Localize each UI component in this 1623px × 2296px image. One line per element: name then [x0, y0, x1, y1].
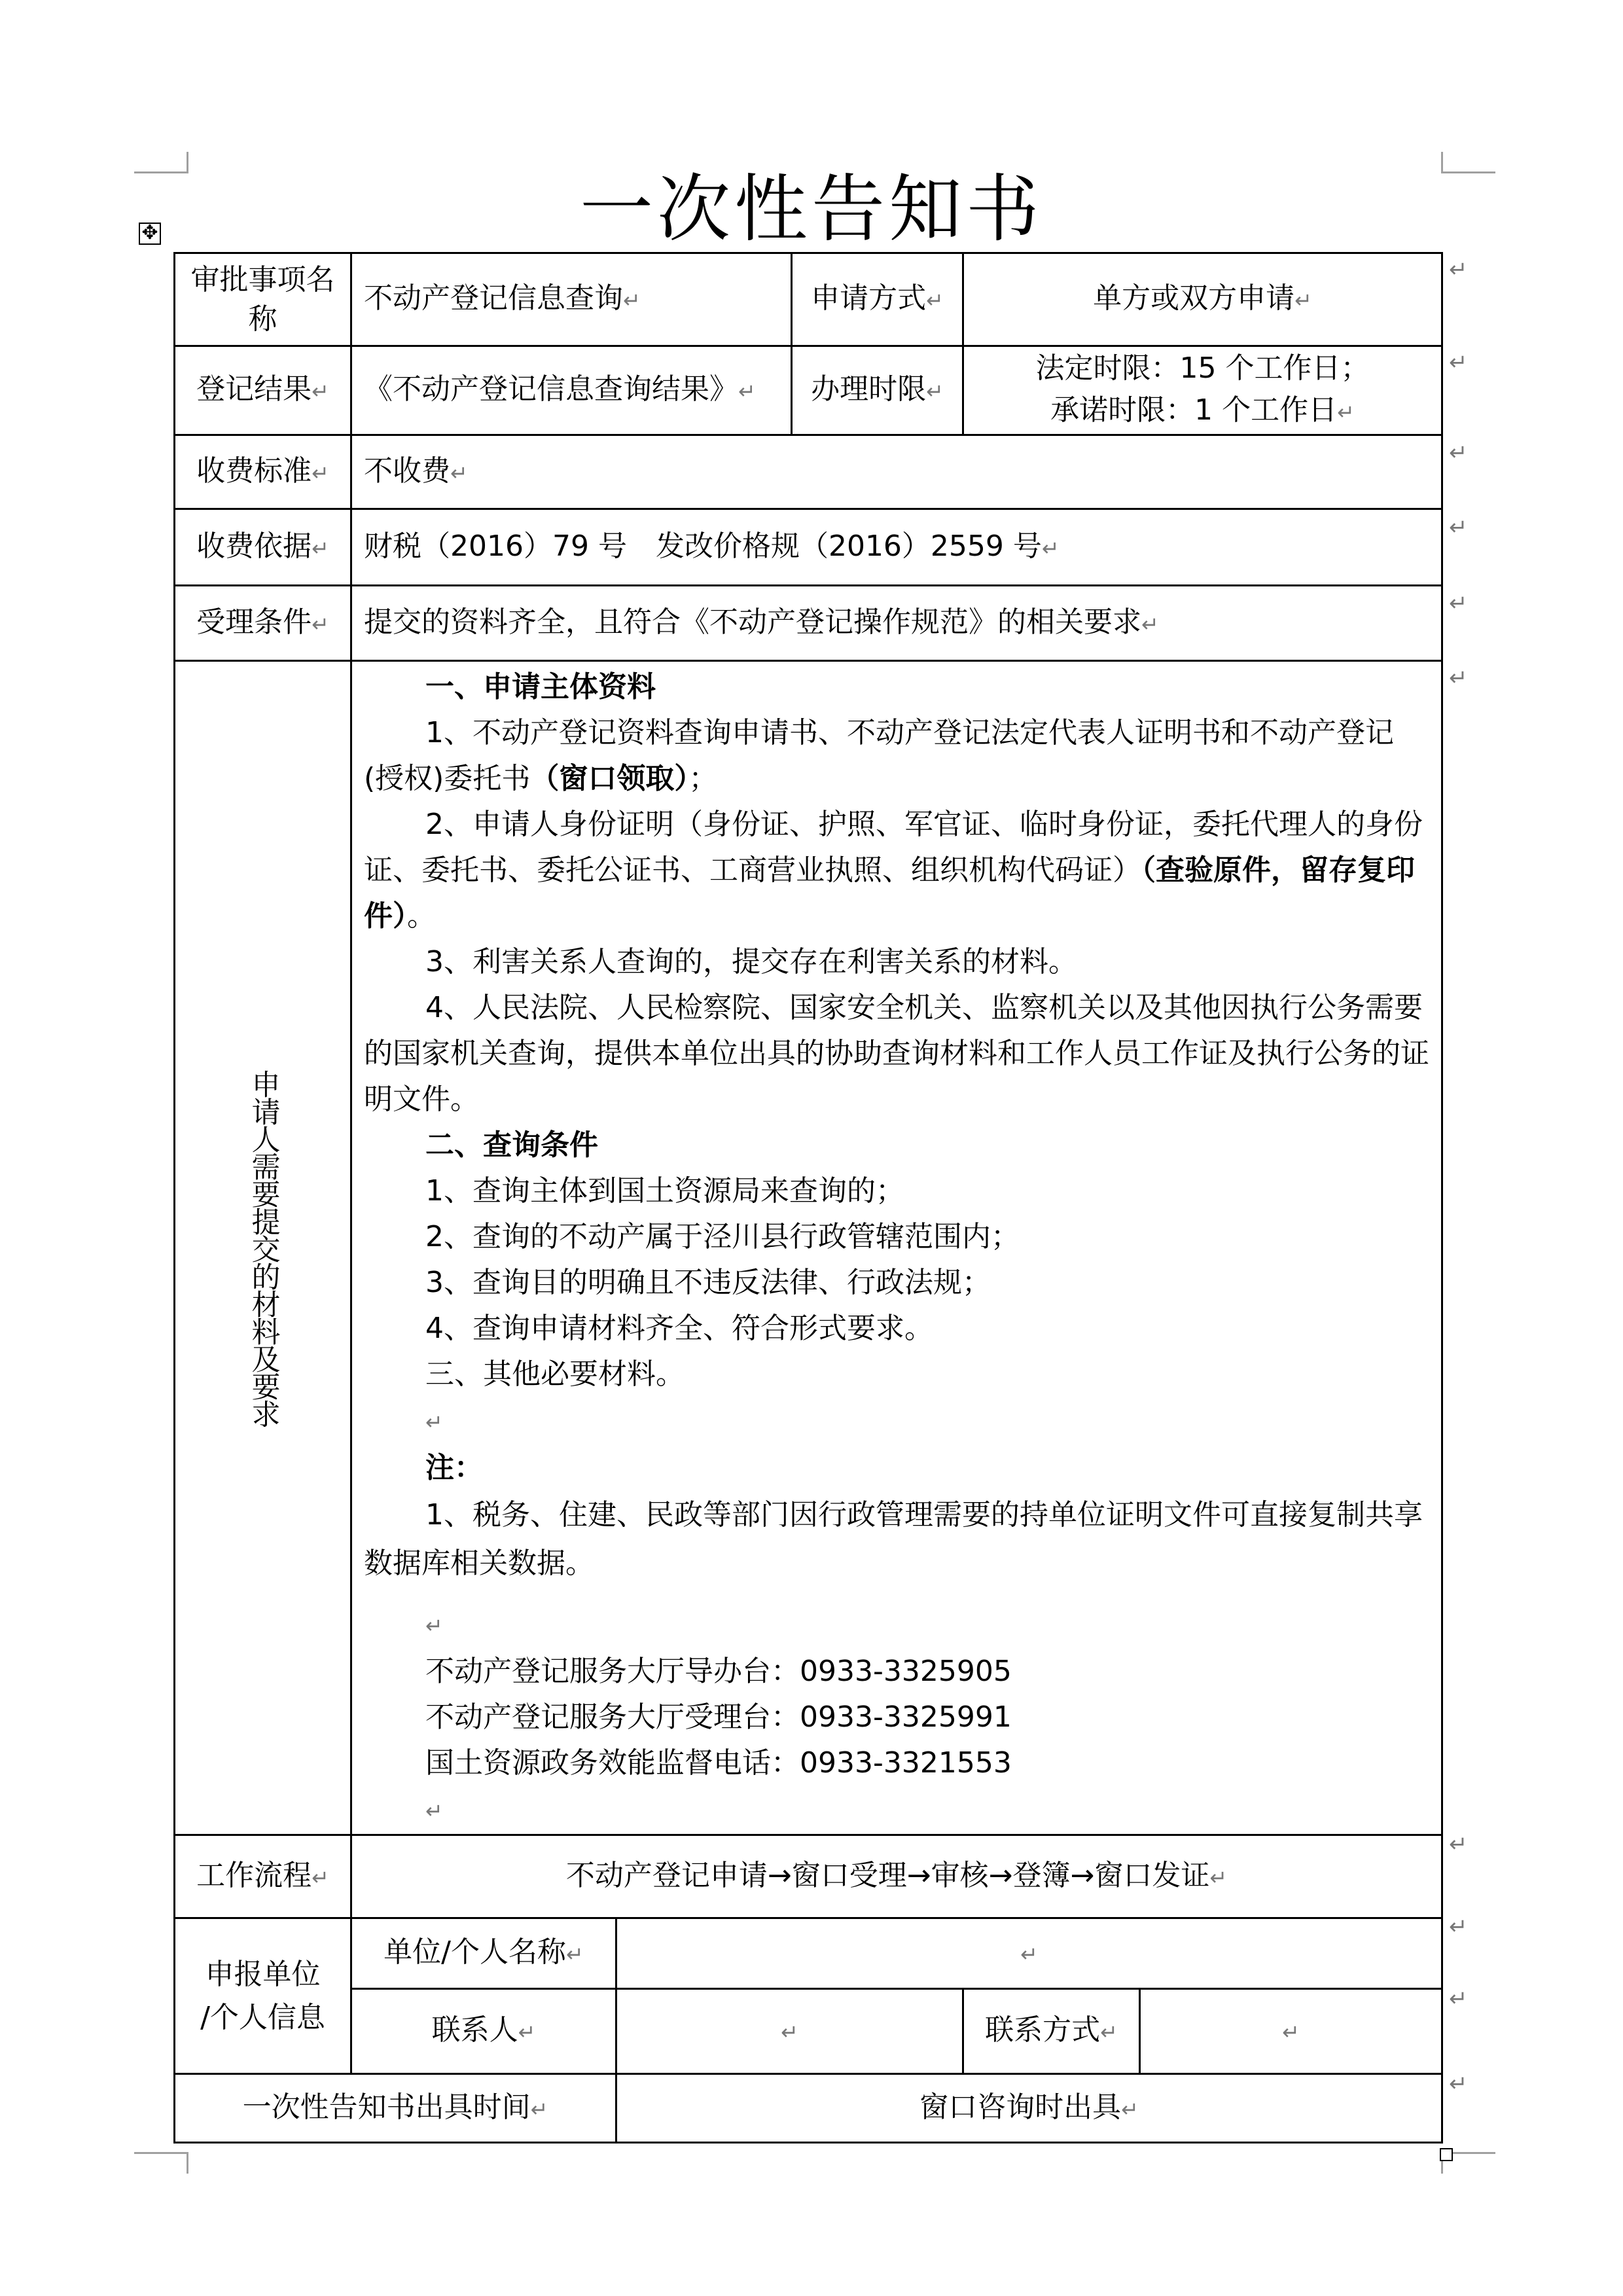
materials-label-cell — [175, 661, 351, 1835]
row-end-mark: ↵ — [1449, 514, 1468, 541]
phone-label: 联系方式↵ — [963, 1989, 1140, 2074]
row-end-mark: ↵ — [1449, 257, 1468, 283]
name-field[interactable]: ↵ — [616, 1918, 1442, 1989]
row-applicant-contact — [175, 1989, 1442, 2074]
condition-4: 4、查询申请材料齐全、符合形式要求。 — [425, 1312, 933, 1345]
blank-line: ↵ — [425, 1799, 443, 1823]
phone-field[interactable]: ↵ — [1140, 1989, 1442, 2074]
applicant-label-line2: /个人信息 — [200, 2000, 325, 2034]
workflow-value: 不动产登记申请→窗口受理→审核→登簿→窗口发证↵ — [351, 1835, 1442, 1918]
condition-1: 1、查询主体到国土资源局来查询的； — [425, 1174, 904, 1208]
time-limit-value — [963, 346, 1442, 435]
row-fee-basis — [175, 509, 1442, 586]
row-accept — [175, 586, 1442, 661]
condition-2: 2、查询的不动产属于泾川县行政管辖范围内； — [425, 1220, 1020, 1253]
applicant-label — [175, 1918, 351, 2074]
issue-label: 一次性告知书出具时间↵ — [175, 2074, 616, 2143]
item-name-label: 审批事项名称 — [175, 253, 351, 346]
applicant-label-line1: 申报单位 — [205, 1957, 321, 1991]
row-result — [175, 346, 1442, 435]
note-label: 注： — [425, 1451, 483, 1484]
row-end-mark: ↵ — [1449, 350, 1468, 376]
req-item-3: 3、利害关系人查询的，提交存在利害关系的材料。 — [425, 945, 1077, 978]
note-1: 1、税务、住建、民政等部门因行政管理需要的持单位证明文件可直接复制共享数据库相关数据。 — [364, 1498, 1423, 1580]
result-label: 登记结果↵ — [175, 346, 351, 435]
condition-3: 3、查询目的明确且不违反法律、行政法规； — [425, 1266, 991, 1299]
accept-value: 提交的资料齐全，且符合《不动产登记操作规范》的相关要求↵ — [351, 586, 1442, 661]
contact-field[interactable]: ↵ — [616, 1989, 963, 2074]
result-value: 《不动产登记信息查询结果》↵ — [351, 346, 792, 435]
section-heading-1: 一、申请主体资料 — [425, 670, 656, 704]
fee-value: 不收费↵ — [351, 435, 1442, 509]
fee-basis-value: 财税（2016）79 号 发改价格规（2016）2559 号↵ — [351, 509, 1442, 586]
row-fee — [175, 435, 1442, 509]
row-end-mark: ↵ — [1449, 2071, 1468, 2097]
row-end-mark: ↵ — [1449, 1986, 1468, 2012]
materials-label: 申请人需要提交的材料及要求 — [246, 1069, 280, 1427]
time-limit-promise: 承诺时限：1 个工作日↵ — [1050, 393, 1355, 427]
item-name-value: 不动产登记信息查询↵ — [351, 253, 792, 346]
row-end-mark: ↵ — [1449, 440, 1468, 466]
row-materials — [175, 661, 1442, 1835]
fee-label: 收费标准↵ — [175, 435, 351, 509]
notice-table — [173, 252, 1443, 2144]
row-item-name — [175, 253, 1442, 346]
requirements-cell — [351, 661, 1442, 1835]
row-end-mark: ↵ — [1449, 1831, 1468, 1857]
row-applicant-name — [175, 1918, 1442, 1989]
name-label: 单位/个人名称↵ — [351, 1918, 616, 1989]
document-title: 一次性告知书 — [580, 167, 1043, 252]
apply-method-label: 申请方式↵ — [792, 253, 963, 346]
row-end-mark: ↵ — [1449, 590, 1468, 617]
phone-guide-desk: 不动产登记服务大厅导办台：0933-3325905 — [425, 1655, 1012, 1688]
apply-method-value: 单方或双方申请↵ — [963, 253, 1442, 346]
req-item-1: 1、不动产登记资料查询申请书、不动产登记法定代表人证明书和不动产登记(授权)委托书（窗口领取）； — [364, 716, 1394, 795]
req-item-4: 4、人民法院、人民检察院、国家安全机关、监察机关以及其他因执行公务需要的国家机关查询，提供本单位出具的协助查询材料和工作人员工作证及执行公务的证明文件。 — [364, 991, 1429, 1116]
accept-label: 受理条件↵ — [175, 586, 351, 661]
workflow-label: 工作流程↵ — [175, 1835, 351, 1918]
table-move-handle-icon[interactable]: ✥ — [139, 223, 161, 245]
section-heading-2: 二、查询条件 — [425, 1128, 598, 1162]
row-end-mark: ↵ — [1449, 1914, 1468, 1940]
req-item-2: 2、申请人身份证明（身份证、护照、军官证、临时身份证，委托代理人的身份证、委托书、委托公证书、工商营业执照、组织机构代码证）（查验原件，留存复印件）。 — [364, 808, 1423, 933]
blank-line: ↵ — [425, 1613, 443, 1638]
fee-basis-label: 收费依据↵ — [175, 509, 351, 586]
section-heading-3: 三、其他必要材料。 — [425, 1357, 685, 1391]
row-workflow — [175, 1835, 1442, 1918]
time-limit-legal: 法定时限：15 个工作日； — [1035, 351, 1370, 385]
row-issue-time — [175, 2074, 1442, 2143]
crop-mark-bottom-left — [134, 2152, 188, 2174]
phone-supervision: 国土资源政务效能监督电话：0933-3321553 — [425, 1746, 1012, 1780]
phone-reception-desk: 不动产登记服务大厅受理台：0933-3325991 — [425, 1700, 1012, 1734]
issue-value: 窗口咨询时出具↵ — [616, 2074, 1442, 2143]
blank-line: ↵ — [425, 1410, 443, 1435]
row-end-mark: ↵ — [1449, 665, 1468, 691]
contact-label: 联系人↵ — [351, 1989, 616, 2074]
time-limit-label: 办理时限↵ — [792, 346, 963, 435]
table-resize-handle-icon[interactable] — [1440, 2148, 1453, 2161]
